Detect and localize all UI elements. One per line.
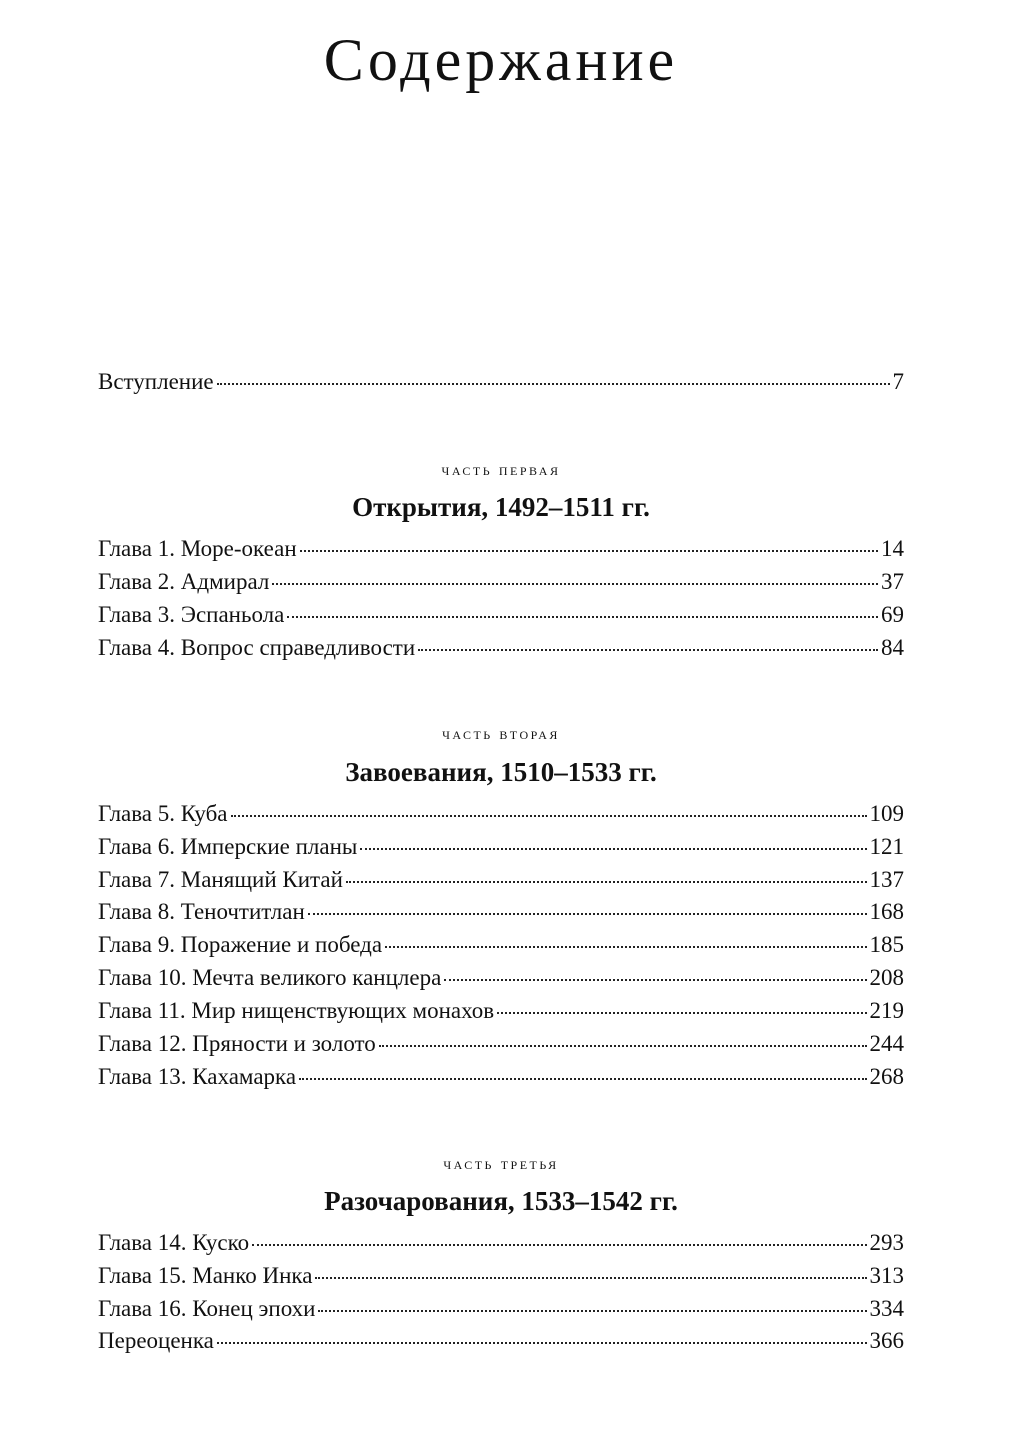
toc-entry[interactable] xyxy=(98,1228,904,1258)
toc-entry-page: 14 xyxy=(881,536,904,561)
toc-entry-page: 366 xyxy=(869,1328,904,1353)
part-kicker: часть вторая xyxy=(442,724,560,743)
toc-entry-label: Глава 2. Адмирал xyxy=(98,569,270,594)
dot-leader xyxy=(360,848,866,850)
toc-entry-label: Глава 7. Манящий Китай xyxy=(98,867,343,892)
toc-entry-page: 313 xyxy=(869,1263,904,1288)
toc-entry-page: 7 xyxy=(892,369,904,394)
toc-entry-label: Глава 15. Манко Инка xyxy=(98,1263,313,1288)
toc-entry-label: Глава 10. Мечта великого канцлера xyxy=(98,965,442,990)
toc-entry-label: Глава 6. Имперские планы xyxy=(98,834,358,859)
toc-entry-page: 334 xyxy=(869,1296,904,1321)
dot-leader xyxy=(318,1310,866,1312)
toc-entry-page: 208 xyxy=(869,965,904,990)
dot-leader xyxy=(287,616,878,618)
toc-entry-label: Глава 1. Море-океан xyxy=(98,536,297,561)
toc-entry[interactable] xyxy=(98,832,904,862)
toc-entry[interactable] xyxy=(98,633,904,663)
toc-entry[interactable] xyxy=(98,567,904,597)
toc-entry-label: Глава 5. Куба xyxy=(98,801,228,826)
dot-leader xyxy=(252,1244,866,1246)
part-title: Завоевания, 1510–1533 гг. xyxy=(345,757,657,787)
toc-entry-page: 109 xyxy=(869,801,904,826)
toc-entry-page: 293 xyxy=(869,1230,904,1255)
toc-entry[interactable] xyxy=(98,897,904,927)
dot-leader xyxy=(217,383,890,385)
toc-entry-page: 137 xyxy=(869,867,904,892)
toc-entry-label: Глава 14. Куско xyxy=(98,1230,250,1255)
toc-entry-label: Глава 4. Вопрос справедливости xyxy=(98,635,416,660)
toc-entry-page: 219 xyxy=(869,998,904,1023)
part-title: Разочарования, 1533–1542 гг. xyxy=(324,1186,678,1216)
dot-leader xyxy=(299,1078,866,1080)
part-kicker: часть третья xyxy=(443,1154,559,1173)
toc-entry-label: Глава 16. Конец эпохи xyxy=(98,1296,316,1321)
toc-entry-label: Глава 11. Мир нищенствующих монахов xyxy=(98,998,495,1023)
toc-entry-label: Глава 8. Теночтитлан xyxy=(98,899,305,924)
toc-entry[interactable] xyxy=(98,600,904,630)
part-title: Открытия, 1492–1511 гг. xyxy=(352,492,650,522)
toc-entry[interactable] xyxy=(98,1029,904,1059)
part-kicker: часть первая xyxy=(441,460,561,479)
dot-leader xyxy=(497,1012,866,1014)
dot-leader xyxy=(231,815,867,817)
dot-leader xyxy=(300,550,878,552)
toc-entry[interactable] xyxy=(98,1294,904,1324)
toc-entry-label: Глава 12. Пряности и золото xyxy=(98,1031,376,1056)
toc-entry-page: 168 xyxy=(869,899,904,924)
toc-entry-page: 84 xyxy=(881,635,904,660)
dot-leader xyxy=(272,583,878,585)
toc-entry[interactable] xyxy=(98,534,904,564)
toc-entry[interactable] xyxy=(98,799,904,829)
toc-entry[interactable] xyxy=(98,1261,904,1291)
dot-leader xyxy=(385,946,866,948)
toc-entry[interactable] xyxy=(98,930,904,960)
toc-entry-label: Глава 9. Поражение и победа xyxy=(98,932,383,957)
dot-leader xyxy=(315,1277,866,1279)
toc-entry[interactable] xyxy=(98,1062,904,1092)
dot-leader xyxy=(217,1342,867,1344)
dot-leader xyxy=(379,1045,867,1047)
toc-entry[interactable] xyxy=(98,1326,904,1356)
toc-entry-label: Глава 3. Эспаньола xyxy=(98,602,285,627)
toc-entry[interactable] xyxy=(98,963,904,993)
toc-entry-page: 37 xyxy=(881,569,904,594)
toc-entry-page: 121 xyxy=(869,834,904,859)
dot-leader xyxy=(444,979,866,981)
toc-entry-label: Переоценка xyxy=(98,1328,214,1353)
toc-entry-label: Вступление xyxy=(98,369,214,394)
dot-leader xyxy=(308,913,867,915)
toc-entry-page: 268 xyxy=(869,1064,904,1089)
toc-entry-intro[interactable] xyxy=(98,367,904,397)
toc-entry-page: 244 xyxy=(869,1031,904,1056)
toc-entry-page: 185 xyxy=(869,932,904,957)
toc-entry-label: Глава 13. Кахамарка xyxy=(98,1064,297,1089)
page-title: Содержание xyxy=(323,27,679,93)
dot-leader xyxy=(346,881,867,883)
toc-entry-page: 69 xyxy=(881,602,904,627)
toc-entry[interactable] xyxy=(98,996,904,1026)
dot-leader xyxy=(418,649,878,651)
toc-entry[interactable] xyxy=(98,865,904,895)
